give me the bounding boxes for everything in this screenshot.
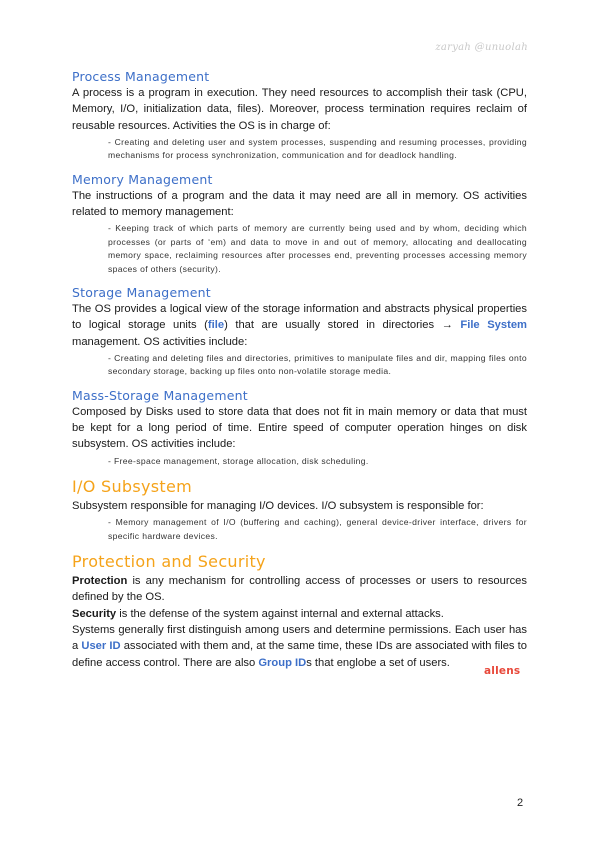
- bullet-list: [72, 136, 527, 163]
- permissions-paragraph: [72, 622, 527, 671]
- bullet-list: [72, 352, 527, 379]
- section-memory-management: [72, 171, 527, 276]
- body-text: is any mechanism for controlling access of processes or users to resources defined by the OS.: [72, 575, 527, 604]
- section-mass-storage-management: [72, 387, 527, 468]
- section-body: The instructions of a program and the data it may need are all in memory. OS activities related to memory management:: [72, 189, 527, 218]
- protection-term: Protection: [72, 575, 128, 588]
- section-body: Subsystem responsible for managing I/O devices. I/O subsystem is responsible for:: [72, 499, 484, 512]
- section-process-management: [72, 68, 527, 163]
- section-body: [72, 301, 527, 350]
- body-text: is the defense of the system against internal and external attacks.: [116, 607, 444, 620]
- group-id-term: Group ID: [258, 656, 307, 669]
- section-title: I/O Subsystem: [72, 476, 192, 496]
- body-text: The OS provides a logical view of the storage information and abstracts physical properties to logical storage units (: [72, 302, 527, 332]
- file-term: file: [207, 319, 225, 332]
- section-title: Memory Management: [72, 171, 213, 187]
- page-number: 2: [517, 797, 524, 809]
- body-text: ) that are usually stored in directories →: [224, 319, 461, 332]
- body-text: associated with them and, at the same time, these IDs are associated with files to define access control. There are also: [72, 640, 527, 669]
- list-item: - Creating and deleting user and system processes, suspending and resuming processes, providing mechanisms for process synchronization, communication and for deadlock handling.: [108, 136, 527, 161]
- list-item: - Keeping track of which parts of memory are currently being used and by whom, deciding which processes (or parts of ‘em) and data to move in and out of memory, allocating and deallocating memory space, reclaiming resources after processes end, preventing processes accessing memory spaces of others (security).: [108, 223, 527, 274]
- body-text: management. OS activities include:: [72, 335, 248, 348]
- section-io-subsystem: [72, 476, 527, 543]
- bullet-list: [72, 516, 527, 543]
- bullet-list: [72, 222, 527, 276]
- body-text: Systems generally first distinguish among users and determine permissions. Each user has a: [72, 623, 527, 653]
- file-system-term: File System: [460, 319, 527, 332]
- section-title: Mass-Storage Management: [72, 387, 248, 403]
- list-item: - Free-space management, storage allocation, disk scheduling.: [108, 455, 369, 466]
- section-protection-security: [72, 551, 527, 671]
- author-watermark: zaryah @unuolah: [435, 42, 528, 53]
- section-title: Storage Management: [72, 284, 211, 300]
- user-id-term: User ID: [81, 640, 121, 653]
- section-title: Protection and Security: [72, 552, 266, 572]
- security-term: Security: [72, 607, 117, 620]
- section-title: Process Management: [72, 69, 210, 84]
- section-storage-management: [72, 284, 527, 379]
- section-body: A process is a program in execution. They need resources to accomplish their task (CPU, Memory, I/O, initialization data, files). Moreover, process termination requires reclaim of reusable resources. Activities the OS is in charge of:: [72, 87, 527, 132]
- bullet-list: [72, 455, 527, 468]
- section-body: Composed by Disks used to store data that does not fit in main memory or data that must be kept for a long period of time. Entire speed of computer operation hinges on disk subsystem. OS activities include:: [72, 405, 527, 451]
- security-paragraph: [72, 606, 527, 622]
- list-item: - Memory management of I/O (buffering and caching), general device-driver interface, drivers for specific hardware devices.: [108, 517, 527, 541]
- page-content: [72, 68, 527, 679]
- protection-paragraph: [72, 573, 527, 606]
- body-text: s that englobe a set of users.: [306, 656, 450, 669]
- allens-logo: allens: [484, 665, 521, 677]
- list-item: - Creating and deleting files and directories, primitives to manipulate files and dir, mapping files onto secondary storage, backing up files onto non-volatile storage media.: [108, 352, 527, 377]
